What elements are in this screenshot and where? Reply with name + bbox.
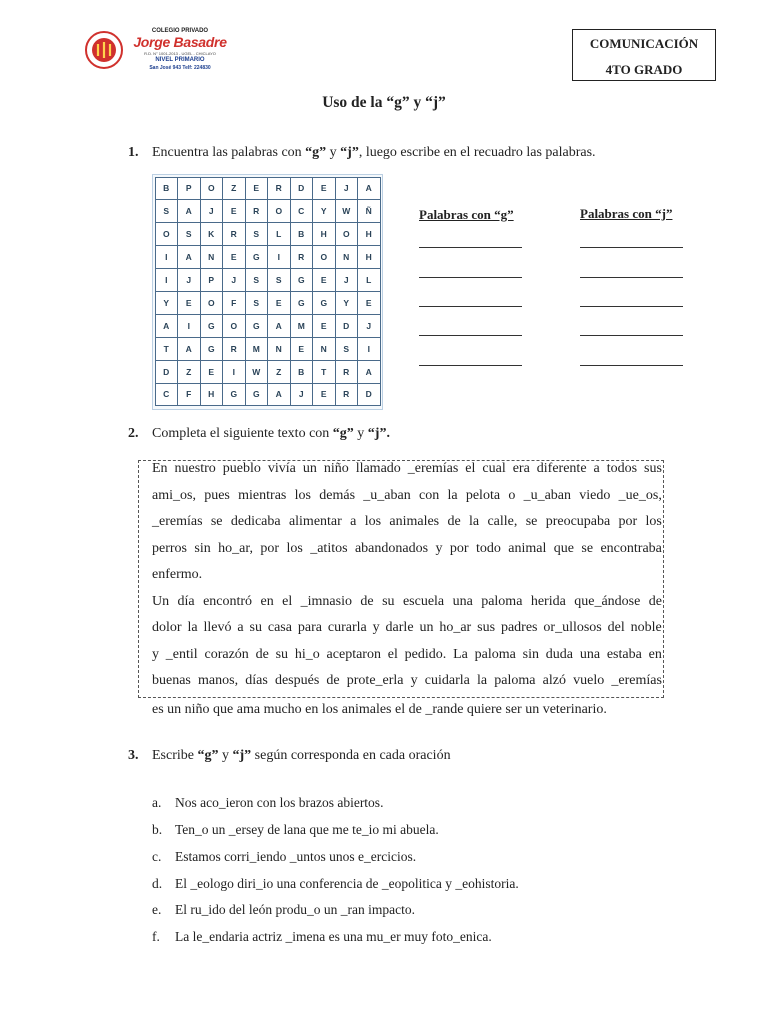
word-search-cell: A	[155, 314, 179, 338]
word-search-cell: R	[222, 222, 246, 246]
word-search-cell: S	[245, 291, 269, 315]
word-search-cell: L	[357, 268, 381, 292]
word-search-cell: D	[357, 383, 381, 407]
word-search-cell: S	[177, 222, 201, 246]
story-line: es un niño que ama mucho en los animales el de _rande quiere ser un veterinario.	[152, 702, 607, 717]
answer-line[interactable]	[419, 277, 522, 278]
word-search-cell: R	[245, 199, 269, 223]
word-search-cell: P	[200, 268, 224, 292]
words-j-header: Palabras con “j”	[580, 206, 673, 221]
question-2-prompt: Completa el siguiente texto con “g” y “j”.	[152, 426, 390, 441]
word-search-cell: N	[335, 245, 359, 269]
word-search-cell: I	[267, 245, 291, 269]
word-search-cell: D	[290, 177, 314, 201]
answer-line[interactable]	[419, 306, 522, 307]
word-search-cell: Ñ	[357, 199, 381, 223]
sentence-letter: d.	[152, 876, 163, 891]
answer-line[interactable]	[580, 277, 683, 278]
word-search-cell: R	[267, 177, 291, 201]
question-1-prompt: Encuentra las palabras con “g” y “j”, luego escribe en el recuadro las palabras.	[152, 145, 596, 160]
word-search-cell: E	[222, 199, 246, 223]
word-search-cell: H	[312, 222, 336, 246]
word-search-cell: Z	[177, 360, 201, 384]
sentence-letter: c.	[152, 849, 162, 864]
word-search-cell: E	[357, 291, 381, 315]
word-search-cell: P	[177, 177, 201, 201]
word-search-cell: G	[200, 337, 224, 361]
word-search-cell: A	[177, 337, 201, 361]
word-search-cell: I	[222, 360, 246, 384]
answer-line[interactable]	[580, 306, 683, 307]
word-search-grid	[155, 177, 380, 406]
sentence-letter: a.	[152, 795, 162, 810]
word-search-cell: A	[357, 177, 381, 201]
story-line: ami_os, pues mientras los demás _u_aban con la pelota o _u_aban viedo _ue_os,	[152, 488, 662, 503]
word-search-cell: G	[245, 383, 269, 407]
word-search-cell: E	[177, 291, 201, 315]
word-search-cell: S	[245, 222, 269, 246]
word-search-cell: Z	[222, 177, 246, 201]
word-search-cell: W	[335, 199, 359, 223]
word-search-cell: O	[312, 245, 336, 269]
word-search-cell: E	[200, 360, 224, 384]
word-search-cell: S	[335, 337, 359, 361]
word-search-cell: H	[200, 383, 224, 407]
word-search-cell: S	[267, 268, 291, 292]
word-search-cell: G	[200, 314, 224, 338]
story-line: _eremías se dedicaba alimentar a los animales de la calle, se preocupaba por los	[152, 514, 662, 529]
word-search-cell: F	[177, 383, 201, 407]
word-search-cell: E	[222, 245, 246, 269]
word-search-cell: H	[357, 245, 381, 269]
answer-line[interactable]	[580, 335, 683, 336]
word-search-cell: J	[357, 314, 381, 338]
answer-line[interactable]	[580, 365, 683, 366]
word-search-cell: J	[290, 383, 314, 407]
school-emblem-icon	[84, 30, 124, 70]
word-search-cell: L	[267, 222, 291, 246]
word-search-cell: R	[290, 245, 314, 269]
word-search-cell: M	[245, 337, 269, 361]
word-search-cell: B	[155, 177, 179, 201]
logo-resolution: R.D. N° 1001-2013 - UGEL - CHICLAYO	[144, 51, 216, 56]
subject-box	[572, 29, 716, 81]
word-search-cell: W	[245, 360, 269, 384]
logo-school-name: Jorge Basadre	[133, 34, 227, 50]
word-search-cell: O	[155, 222, 179, 246]
page-title: Uso de la “g” y “j”	[322, 94, 446, 111]
logo-level: NIVEL PRIMARIO	[155, 57, 205, 63]
words-g-header: Palabras con “g”	[419, 207, 514, 222]
story-line: dolor la llevó a su casa para curarla y darle un ho_ar sus padres or_ullosos del noble	[152, 620, 662, 635]
word-search-cell: O	[200, 177, 224, 201]
question-1-number: 1.	[128, 145, 139, 160]
word-search-cell: E	[312, 314, 336, 338]
word-search-cell: E	[245, 177, 269, 201]
word-search-cell: B	[290, 360, 314, 384]
word-search-cell: A	[357, 360, 381, 384]
word-search-cell: Z	[267, 360, 291, 384]
sentence-letter: f.	[152, 929, 160, 944]
word-search-cell: G	[290, 291, 314, 315]
word-search-cell: C	[290, 199, 314, 223]
word-search-cell: R	[222, 337, 246, 361]
logo-caption: COLEGIO PRIVADO	[151, 28, 209, 34]
word-search-cell: J	[200, 199, 224, 223]
word-search-cell: J	[222, 268, 246, 292]
sentence-letter: b.	[152, 822, 163, 837]
word-search-cell: A	[267, 383, 291, 407]
word-search-cell: O	[267, 199, 291, 223]
word-search-cell: J	[177, 268, 201, 292]
grade-label: 4TO GRADO	[605, 62, 683, 77]
word-search-cell: I	[155, 245, 179, 269]
word-search-cell: F	[222, 291, 246, 315]
word-search-cell: Y	[335, 291, 359, 315]
logo-address: San José 943 Telf: 224830	[149, 65, 211, 71]
word-search-cell: I	[177, 314, 201, 338]
word-search-cell: G	[245, 245, 269, 269]
word-search-cell: G	[312, 291, 336, 315]
word-search-cell: T	[155, 337, 179, 361]
question-2-number: 2.	[128, 426, 139, 441]
question-3-number: 3.	[128, 748, 139, 763]
sentence-text: Nos aco_ieron con los brazos abiertos.	[175, 795, 384, 810]
answer-line[interactable]	[580, 247, 683, 248]
word-search-cell: S	[245, 268, 269, 292]
word-search-cell: G	[222, 383, 246, 407]
school-logo	[84, 28, 227, 78]
word-search-cell: B	[290, 222, 314, 246]
word-search-cell: I	[357, 337, 381, 361]
word-search-cell: G	[290, 268, 314, 292]
story-line: Un día encontró en el _imnasio de su escuela una paloma herida que_ándose de	[152, 594, 662, 609]
question-3-prompt: Escribe “g” y “j” según corresponda en cada oración	[152, 748, 451, 763]
answer-line[interactable]	[419, 335, 522, 336]
story-line: buenas manos, días después de prote_erla y cuidarla la paloma alzó vuelo _eremías	[152, 673, 662, 688]
word-search-cell: A	[177, 245, 201, 269]
word-search-cell: A	[267, 314, 291, 338]
word-search-cell: J	[335, 177, 359, 201]
story-line: En nuestro pueblo vivía un niño llamado _eremías el cual era diferente a todos sus	[152, 461, 662, 476]
word-search-cell: E	[312, 268, 336, 292]
sentence-text: El _eologo diri_io una conferencia de _eopolitica y _eohistoria.	[175, 876, 519, 891]
subject-label: COMUNICACIÓN	[589, 36, 699, 51]
story-line: y _entil corazón de su hi_o aceptaron el pedido. La paloma sin duda una estaba en	[152, 647, 662, 662]
word-search-cell: H	[357, 222, 381, 246]
word-search-cell: A	[177, 199, 201, 223]
word-search-puzzle	[152, 174, 383, 410]
sentence-letter: e.	[152, 902, 162, 917]
word-search-cell: T	[312, 360, 336, 384]
word-search-cell: Y	[155, 291, 179, 315]
word-search-cell: E	[312, 177, 336, 201]
word-search-cell: R	[335, 360, 359, 384]
word-search-cell: K	[200, 222, 224, 246]
word-search-cell: E	[290, 337, 314, 361]
word-search-cell: S	[155, 199, 179, 223]
word-search-cell: O	[335, 222, 359, 246]
answer-line[interactable]	[419, 247, 522, 248]
word-search-cell: O	[222, 314, 246, 338]
word-search-cell: J	[335, 268, 359, 292]
word-search-cell: C	[155, 383, 179, 407]
word-search-cell: M	[290, 314, 314, 338]
sentence-text: El ru_ido del león produ_o un _ran impacto.	[175, 902, 415, 917]
answer-line[interactable]	[419, 365, 522, 366]
word-search-cell: I	[155, 268, 179, 292]
story-line: perros sin ho_ar, por los _atitos abandonados y por todo animal que se encontraba	[152, 541, 662, 556]
sentence-text: Estamos corri_iendo _untos unos e_ercicios.	[175, 849, 417, 864]
word-search-cell: G	[245, 314, 269, 338]
word-search-cell: E	[312, 383, 336, 407]
word-search-cell: O	[200, 291, 224, 315]
word-search-cell: D	[335, 314, 359, 338]
word-search-cell: N	[312, 337, 336, 361]
sentence-text: Ten_o un _ersey de lana que me te_io mi abuela.	[175, 822, 439, 837]
word-search-cell: Y	[312, 199, 336, 223]
word-search-cell: E	[267, 291, 291, 315]
word-search-cell: N	[267, 337, 291, 361]
word-search-cell: N	[200, 245, 224, 269]
word-search-cell: D	[155, 360, 179, 384]
sentence-text: La le_endaria actriz _imena es una mu_er muy foto_enica.	[175, 929, 492, 944]
story-line: enfermo.	[152, 567, 203, 582]
word-search-cell: R	[335, 383, 359, 407]
